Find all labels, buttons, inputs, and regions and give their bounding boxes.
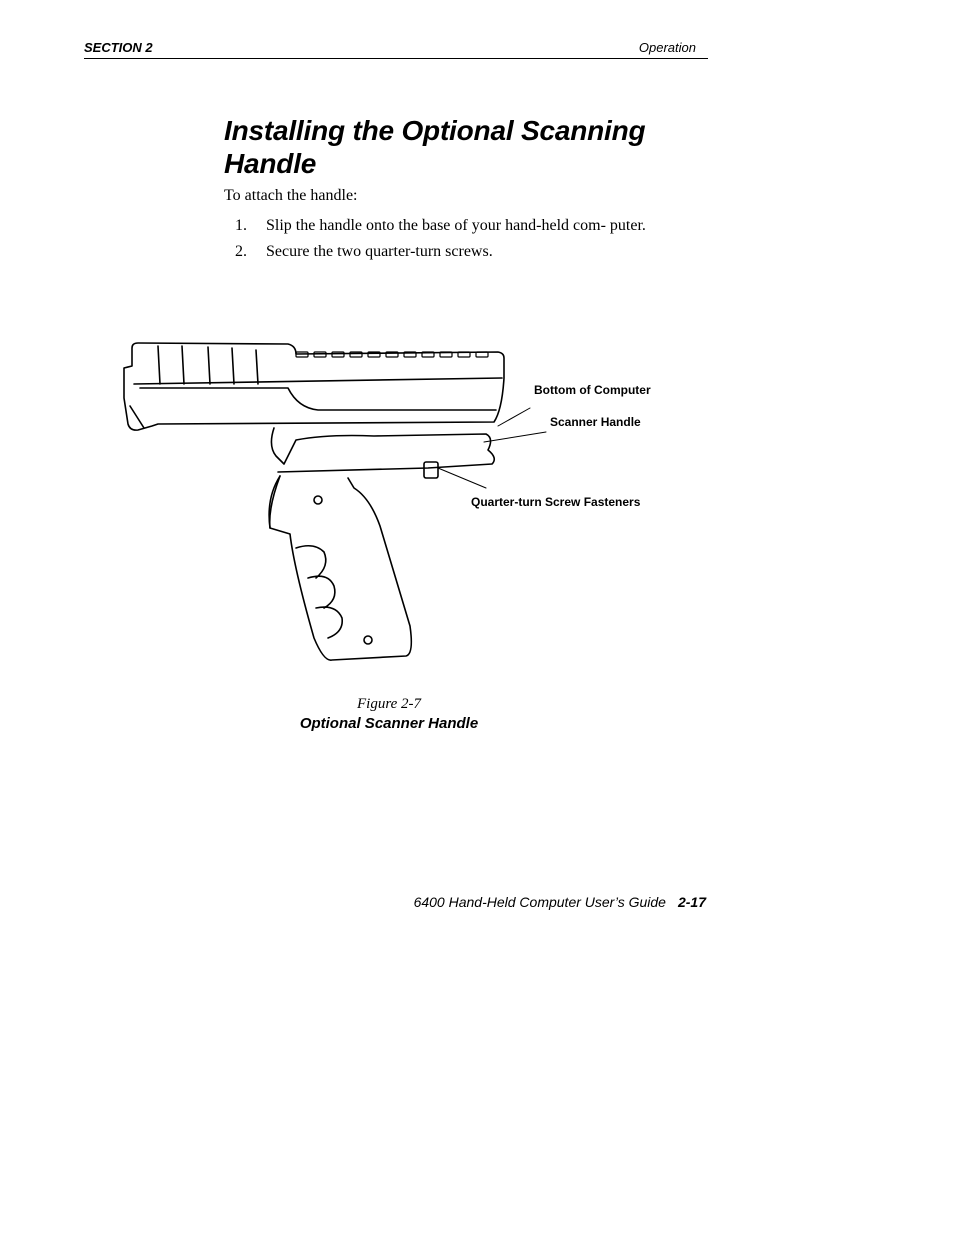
callout-scanner-handle: Scanner Handle <box>550 415 641 429</box>
page-title: Installing the Optional Scanning Handle <box>224 115 646 179</box>
list-item <box>224 216 694 236</box>
steps-list <box>224 216 694 268</box>
figure <box>118 338 678 678</box>
step-text: Slip the handle onto the base of your hand-held com- puter. <box>266 217 646 234</box>
step-text: Secure the two quarter-turn screws. <box>266 243 493 260</box>
guide-title: 6400 Hand-Held Computer User’s Guide <box>413 894 666 910</box>
list-item <box>224 242 694 262</box>
header-rule <box>84 58 708 59</box>
callout-fasteners: Quarter-turn Screw Fasteners <box>471 495 641 509</box>
step-number: 1. <box>235 217 247 234</box>
figure-number: Figure 2-7 <box>356 696 421 712</box>
figure-caption: Optional Scanner Handle <box>299 715 479 732</box>
step-number: 2. <box>235 243 247 260</box>
page-number: 2-17 <box>677 894 706 910</box>
section-label: SECTION 2 <box>84 40 153 55</box>
chapter-label: Operation <box>638 40 696 55</box>
page-footer <box>414 894 706 910</box>
intro-text: To attach the handle: <box>224 187 358 204</box>
callout-bottom-of-computer: Bottom of Computer <box>534 383 651 397</box>
